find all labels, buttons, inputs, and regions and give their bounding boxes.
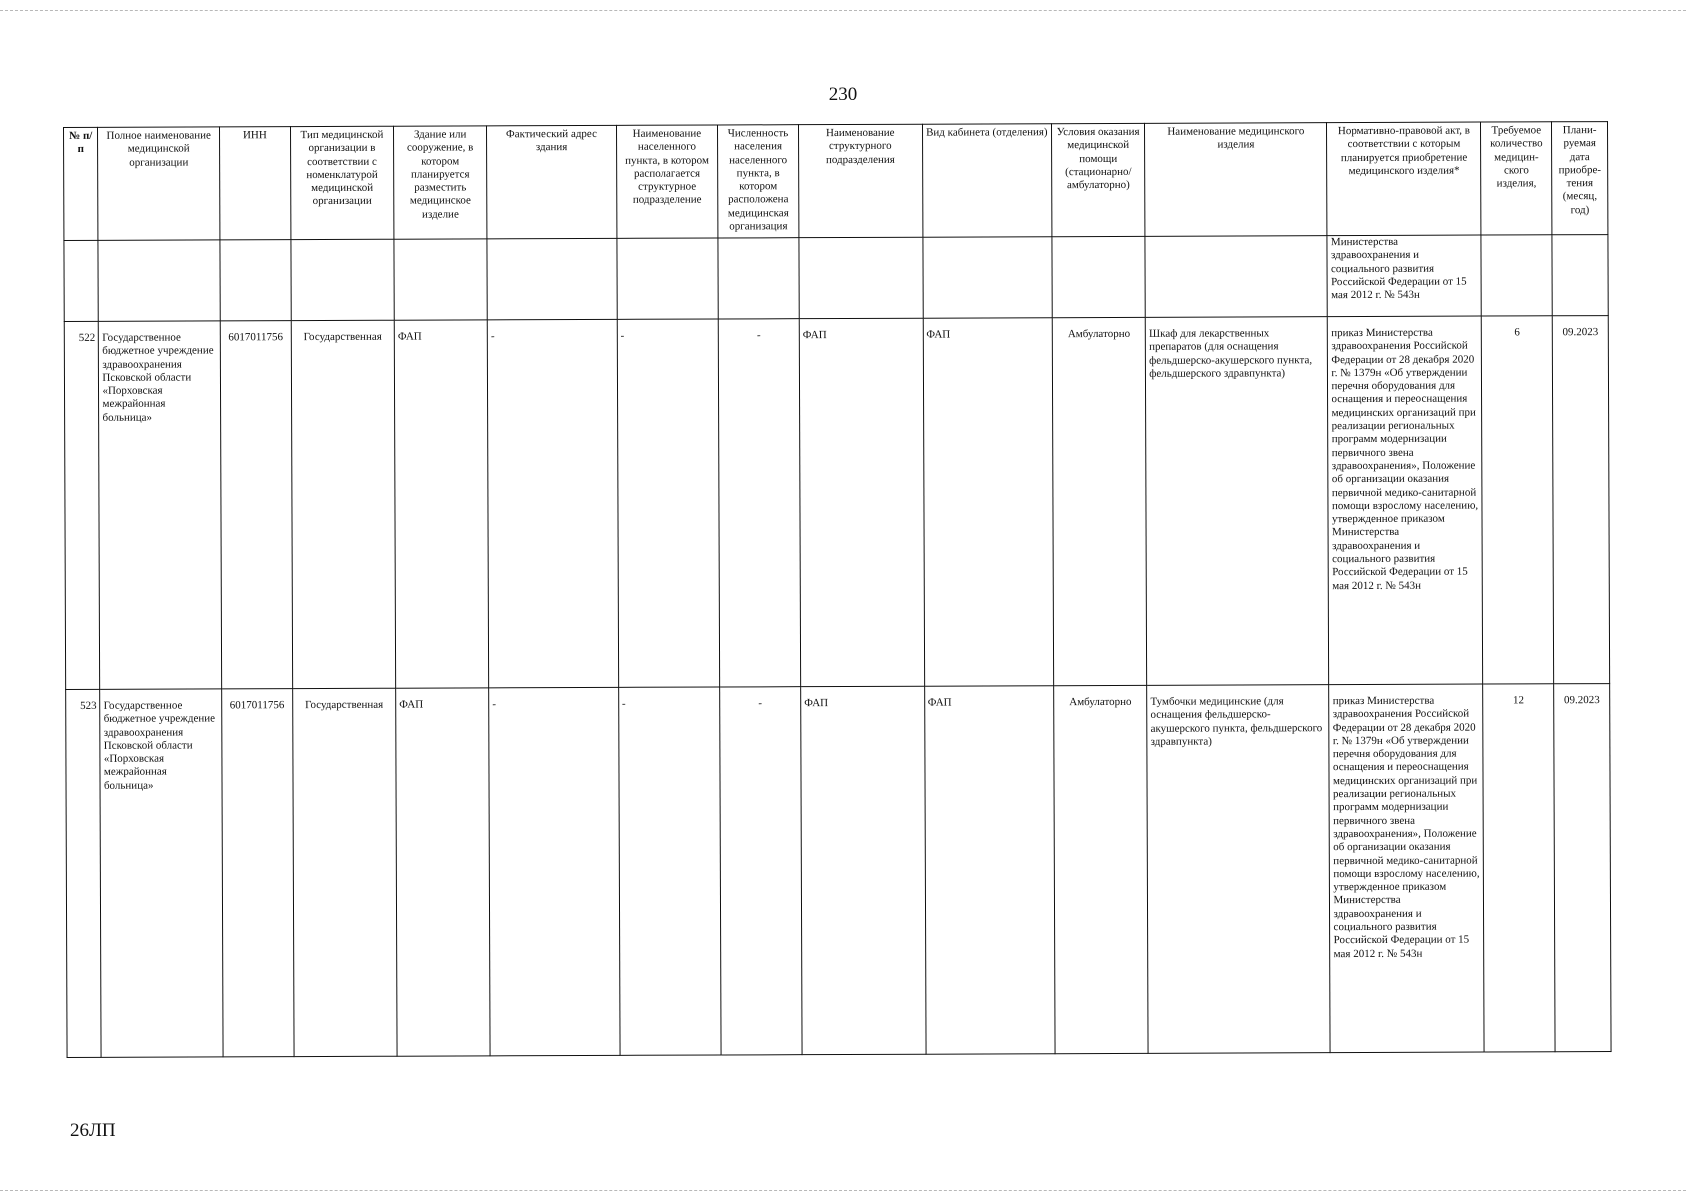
page-number: 230 bbox=[828, 84, 858, 105]
table-cell bbox=[64, 240, 99, 321]
row-number: 522 bbox=[64, 321, 100, 689]
continuation-act-text: Министерства здравоохранения и социального развития Российской Федерации от 15 мая 2012 г. № 543н bbox=[1327, 235, 1481, 317]
table-cell bbox=[718, 238, 799, 319]
locality: - bbox=[617, 319, 720, 687]
legal-act: приказ Министерства здравоохранения Российской Федерации от 28 декабря 2020 г. № 1379н «Об утверждении перечня оборудования для оснащения и переоснащения медицинских организаций при реализации региональных программ модернизации первичного звена здравоохранения», Положение об организации оказания первичной медико-санитарной помощи взрослому населению, утвержденное приказом Министерства здравоохранения и социального развития Российской Федерации от 15 мая 2012 г. № 543н bbox=[1328, 316, 1483, 685]
inn-value: 6017011756 bbox=[220, 321, 292, 689]
header-cell-locality: Наименование населенного пункта, в котором располагается структурное подразделение bbox=[616, 125, 718, 238]
header-cell-device: Наименование медицинского изделия bbox=[1145, 123, 1328, 237]
header-cell-unit: Наименование структурного подразделения bbox=[798, 124, 922, 237]
device-name: Тумбочки медицинские (для оснащения фельдшерско-акушерского пункта, фельдшерского здравпункта) bbox=[1147, 685, 1331, 1054]
unit-name: ФАП bbox=[799, 318, 924, 686]
table-cell bbox=[1481, 235, 1552, 316]
medical-equipment-table bbox=[63, 121, 1612, 1058]
table-cell bbox=[1052, 236, 1145, 317]
locality: - bbox=[618, 687, 721, 1055]
table-cell bbox=[617, 238, 719, 319]
header-cell-population: Численность населения населенного пункта, в котором расположена медицинская организация bbox=[717, 125, 798, 238]
inn-value: 6017011756 bbox=[222, 689, 294, 1057]
cabinet-type: ФАП bbox=[923, 318, 1054, 686]
table-cell bbox=[1552, 235, 1608, 316]
header-cell-date: Плани-руемая дата приобре-тения (месяц, год) bbox=[1552, 122, 1608, 235]
header-cell-address: Фактический адрес здания bbox=[487, 125, 617, 238]
table-cell bbox=[922, 237, 1052, 318]
header-cell-quantity: Требуемое количество медицин-ского изделия, bbox=[1481, 122, 1552, 235]
org-name: Государственное бюджетное учреждение здравоохранения Псковской области «Порховская межрайонная больница» bbox=[99, 321, 222, 689]
table-cell bbox=[291, 239, 395, 320]
continuation-row bbox=[64, 235, 1608, 322]
legal-act: приказ Министерства здравоохранения Российской Федерации от 28 декабря 2020 г. № 1379н «Об утверждении перечня оборудования для оснащения и переоснащения медицинских организаций при реализации региональных программ модернизации первичного звена здравоохранения», Положение об организации оказания первичной медико-санитарной помощи взрослому населению, утвержденное приказом Министерства здравоохранения и социального развития Российской Федерации от 15 мая 2012 г. № 543н bbox=[1329, 684, 1484, 1053]
header-row bbox=[64, 122, 1608, 241]
header-cell-num: № п/п bbox=[64, 127, 99, 240]
table-cell bbox=[394, 239, 487, 320]
quantity: 12 bbox=[1483, 684, 1555, 1052]
scan-edge-top bbox=[0, 10, 1686, 11]
table-cell bbox=[799, 237, 923, 318]
header-cell-org: Полное наименование медицинской организации bbox=[98, 127, 220, 240]
header-cell-act: Нормативно-правовой акт, в соответствии с которым планируется приобретение медицинского изделия* bbox=[1327, 122, 1481, 236]
population: - bbox=[720, 687, 802, 1055]
unit-name: ФАП bbox=[801, 686, 926, 1054]
cabinet-type: ФАП bbox=[924, 686, 1055, 1054]
header-cell-cabinet: Вид кабинета (отделения) bbox=[922, 124, 1052, 237]
header-cell-conditions: Условия оказания медицинской помощи (стационарно/ амбулаторно) bbox=[1052, 123, 1146, 236]
table-cell bbox=[487, 238, 617, 319]
org-type: Государственная bbox=[292, 688, 397, 1056]
table-cell bbox=[1145, 236, 1328, 318]
address: - bbox=[489, 687, 620, 1055]
row-number: 523 bbox=[66, 689, 102, 1057]
table-cell bbox=[98, 240, 220, 321]
building: ФАП bbox=[396, 688, 491, 1056]
org-name: Государственное бюджетное учреждение здравоохранения Псковской области «Порховская межрайонная больница» bbox=[100, 689, 223, 1057]
footer-code: 26ЛП bbox=[70, 1120, 116, 1141]
table-cell bbox=[220, 240, 291, 321]
header-cell-inn: ИНН bbox=[219, 127, 290, 240]
document-table-wrapper bbox=[63, 121, 1612, 1097]
care-conditions: Амбулаторно bbox=[1054, 685, 1149, 1053]
care-conditions: Амбулаторно bbox=[1052, 317, 1147, 685]
org-type: Государственная bbox=[291, 320, 396, 688]
quantity: 6 bbox=[1482, 316, 1554, 684]
table-row bbox=[64, 316, 1609, 690]
population: - bbox=[718, 319, 800, 687]
header-cell-building: Здание или сооружение, в котором планируется разместить медицинское изделие bbox=[394, 126, 488, 239]
building: ФАП bbox=[394, 320, 489, 688]
address: - bbox=[487, 319, 618, 687]
purchase-date: 09.2023 bbox=[1552, 316, 1609, 684]
scan-edge-bottom bbox=[0, 1190, 1686, 1191]
device-name: Шкаф для лекарственных препаратов (для оснащения фельдшерско-акушерского пункта, фельдшерского здравпункта) bbox=[1145, 317, 1329, 686]
table-row bbox=[66, 684, 1611, 1058]
header-cell-type: Тип медицинской организации в соответствии с номенклатурой медицинской организации bbox=[290, 126, 394, 239]
purchase-date: 09.2023 bbox=[1554, 684, 1611, 1052]
